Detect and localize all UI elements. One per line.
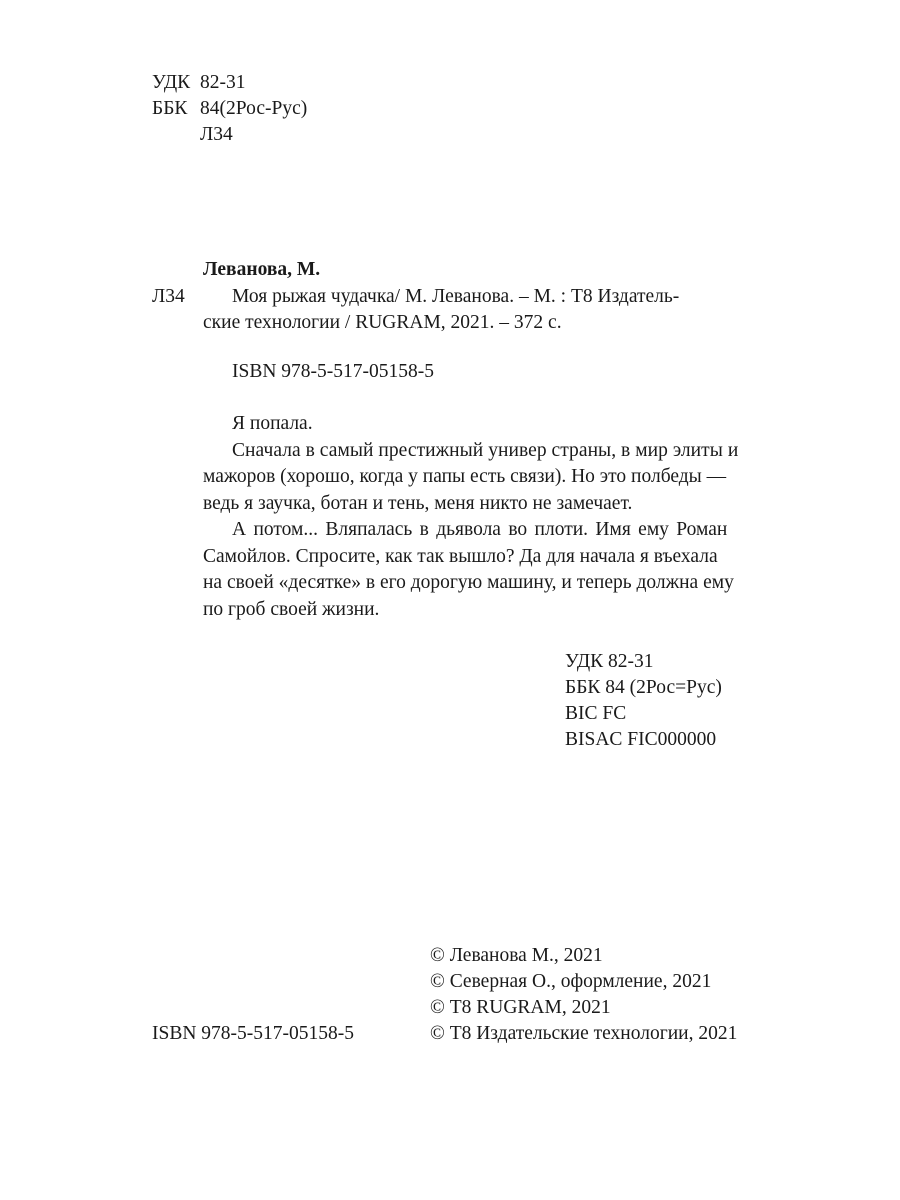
annotation-line-2: Сначала в самый престижный универ страны, в мир элиты и — [232, 440, 739, 461]
bottom-bic: BIC FC — [565, 703, 627, 724]
annotation-line-8: по гроб своей жизни. — [203, 599, 380, 620]
top-udk-value: 82-31 — [200, 72, 246, 93]
author-heading: Леванова, М. — [203, 259, 321, 280]
top-bbk-value: 84(2Рос-Рус) — [200, 98, 308, 119]
annotation-line-6: Самойлов. Спросите, как так вышло? Да для начала я въехала — [203, 546, 718, 567]
bottom-bbk: ББК 84 (2Рос=Рус) — [565, 677, 722, 698]
top-udk-line — [152, 70, 307, 96]
copyright-line: © Леванова М., 2021 — [430, 945, 603, 966]
top-classification-block — [152, 70, 307, 148]
top-udk-label: УДК — [152, 72, 191, 93]
copyright-block — [430, 943, 737, 1047]
annotation-line-4: ведь я заучка, ботан и тень, меня никто не замечает. — [203, 493, 633, 514]
top-bbk-label: ББК — [152, 98, 188, 119]
bottom-bisac: BISAC FIC000000 — [565, 729, 717, 750]
annotation-line-3: мажоров (хорошо, когда у папы есть связи). Но это полбеды — — [203, 466, 727, 487]
bibliographic-line-2: ские технологии / RUGRAM, 2021. – 372 с. — [203, 312, 562, 333]
card-isbn: ISBN 978-5-517-05158-5 — [232, 361, 435, 382]
bottom-classification-block — [565, 649, 722, 753]
copyright-line: © Т8 RUGRAM, 2021 — [430, 997, 611, 1018]
annotation-line-1: Я попала. — [232, 413, 313, 434]
card-author-mark: Л34 — [152, 286, 185, 307]
top-author-mark: Л34 — [200, 124, 233, 145]
footer-isbn: ISBN 978-5-517-05158-5 — [152, 1023, 355, 1044]
annotation-line-7: на своей «десятке» в его дорогую машину, и теперь должна ему — [203, 572, 734, 593]
copyright-line: © Т8 Издательские технологии, 2021 — [430, 1023, 738, 1044]
annotation-line-5: А потом... Вляпалась в дьявола во плоти. Имя ему Роман — [232, 519, 728, 540]
copyright-line: © Северная О., оформление, 2021 — [430, 971, 712, 992]
bibliographic-line-1: Моя рыжая чудачка/ М. Леванова. – М. : Т8 Издатель- — [232, 286, 680, 307]
bottom-udk: УДК 82-31 — [565, 651, 654, 672]
top-bbk-line — [152, 96, 307, 122]
